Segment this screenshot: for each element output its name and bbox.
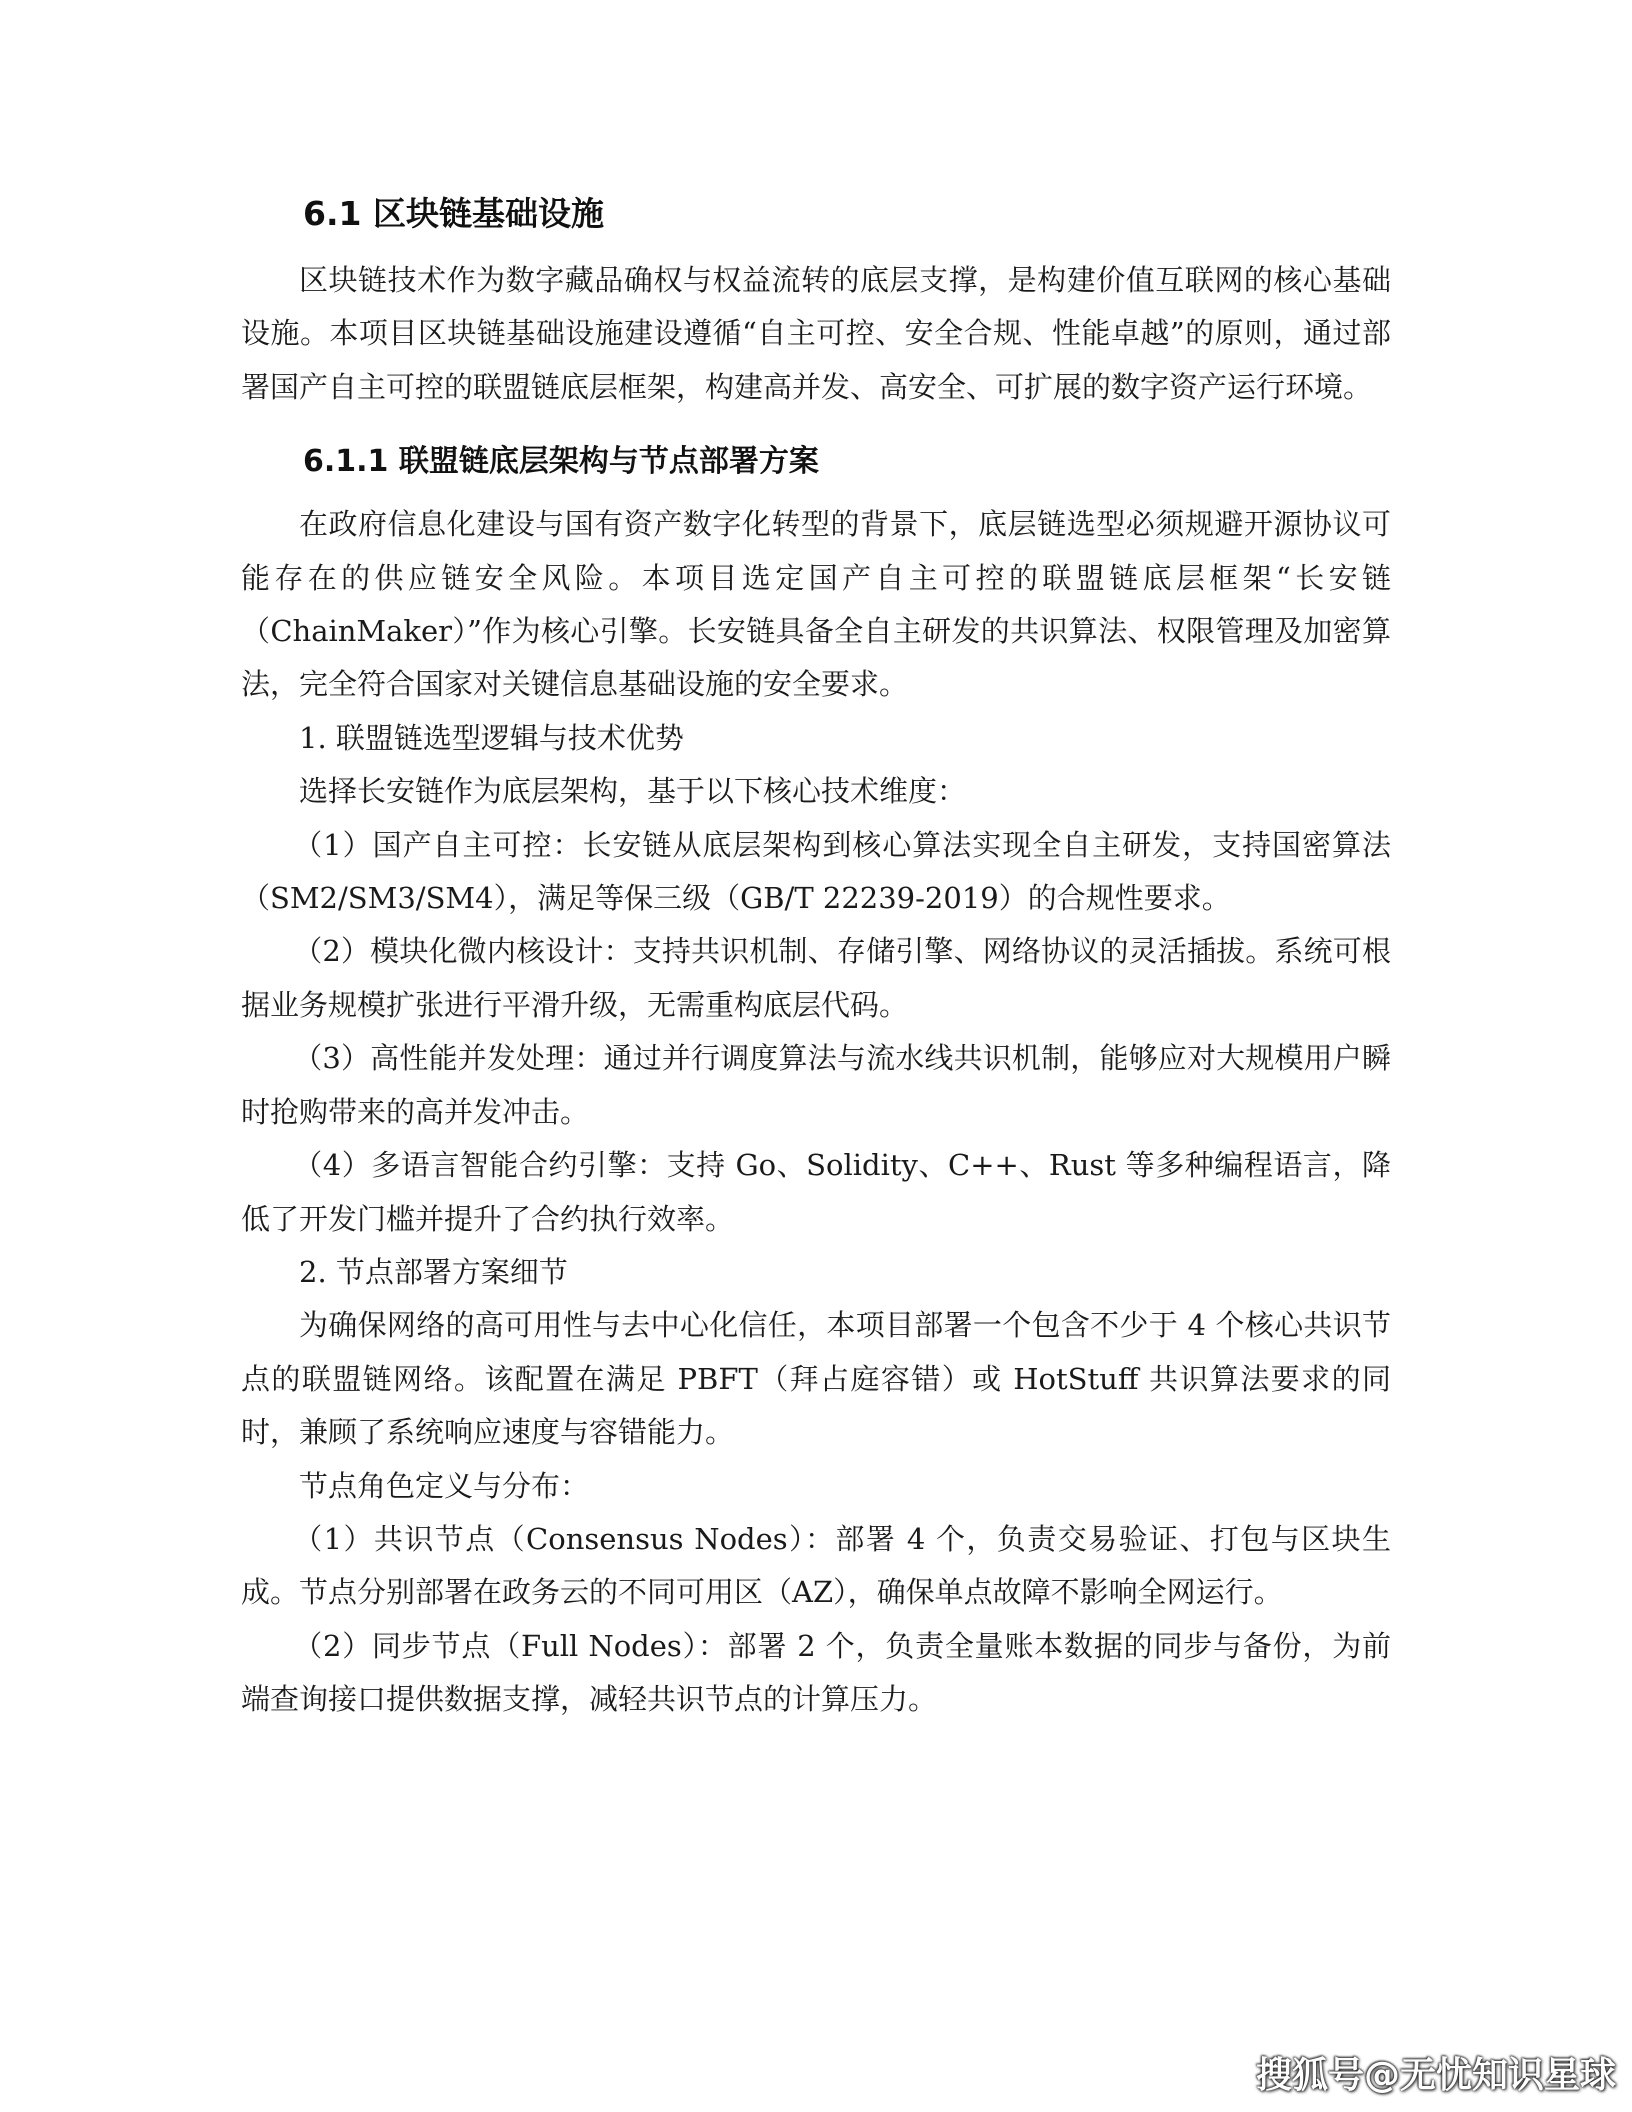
advantage-item: （2）模块化微内核设计：支持共识机制、存储引擎、网络协议的灵活插拔。系统可根据业务规模扩张进行平滑升级，无需重构底层代码。 bbox=[241, 934, 1391, 1022]
node-role-item: （2）同步节点（Full Nodes）：部署 2 个，负责全量账本数据的同步与备份，为前端查询接口提供数据支撑，减轻共识节点的计算压力。 bbox=[241, 1628, 1391, 1717]
source-watermark: 搜狐号@无忧知识星球 bbox=[1255, 2055, 1616, 2096]
background-paragraph: 在政府信息化建设与国有资产数字化转型的背景下，底层链选型必须规避开源协议可能存在的供应链安全风险。本项目选定国产自主可控的联盟链底层框架“长安链（ChainMaker）”作为核心引擎。长安链具备全自主研发的共识算法、权限管理及加密算法，完全符合国家对关键信息基础设施的安全要求。 bbox=[241, 507, 1391, 702]
advantage-item: （1）国产自主可控：长安链从底层架构到核心算法实现全自主研发，支持国密算法（SM2/SM3/SM4），满足等保三级（GB/T 22239-2019）的合规性要求。 bbox=[241, 827, 1391, 916]
list-heading-deployment: 2. 节点部署方案细节 bbox=[299, 1254, 568, 1289]
advantage-item: （3）高性能并发处理：通过并行调度算法与流水线共识机制，能够应对大规模用户瞬时抢购带来的高并发冲击。 bbox=[241, 1041, 1391, 1129]
roles-lead-paragraph: 节点角色定义与分布： bbox=[299, 1468, 590, 1503]
section-title: 6.1 区块链基础设施 bbox=[303, 194, 604, 233]
selection-lead-paragraph: 选择长安链作为底层架构，基于以下核心技术维度： bbox=[299, 774, 967, 809]
advantage-item: （4）多语言智能合约引擎：支持 Go、Solidity、C++、Rust 等多种编程语言，降低了开发门槛并提升了合约执行效率。 bbox=[241, 1148, 1391, 1236]
subsection-title: 6.1.1 联盟链底层架构与节点部署方案 bbox=[303, 444, 819, 480]
node-role-item: （1）共识节点（Consensus Nodes）：部署 4 个，负责交易验证、打包与区块生成。节点分别部署在政务云的不同可用区（AZ），确保单点故障不影响全网运行。 bbox=[241, 1521, 1391, 1610]
section-intro-paragraph: 区块链技术作为数字藏品确权与权益流转的底层支撑，是构建价值互联网的核心基础设施。本项目区块链基础设施建设遵循“自主可控、安全合规、性能卓越”的原则，通过部署国产自主可控的联盟链底层框架，构建高并发、高安全、可扩展的数字资产运行环境。 bbox=[241, 263, 1391, 404]
document-content bbox=[241, 184, 1391, 1727]
deployment-paragraph: 为确保网络的高可用性与去中心化信任，本项目部署一个包含不少于 4 个核心共识节点的联盟链网络。该配置在满足 PBFT（拜占庭容错）或 HotStuff 共识算法要求的同时，兼顾了系统响应速度与容错能力。 bbox=[241, 1308, 1391, 1450]
list-heading-selection: 1. 联盟链选型逻辑与技术优势 bbox=[299, 720, 684, 755]
